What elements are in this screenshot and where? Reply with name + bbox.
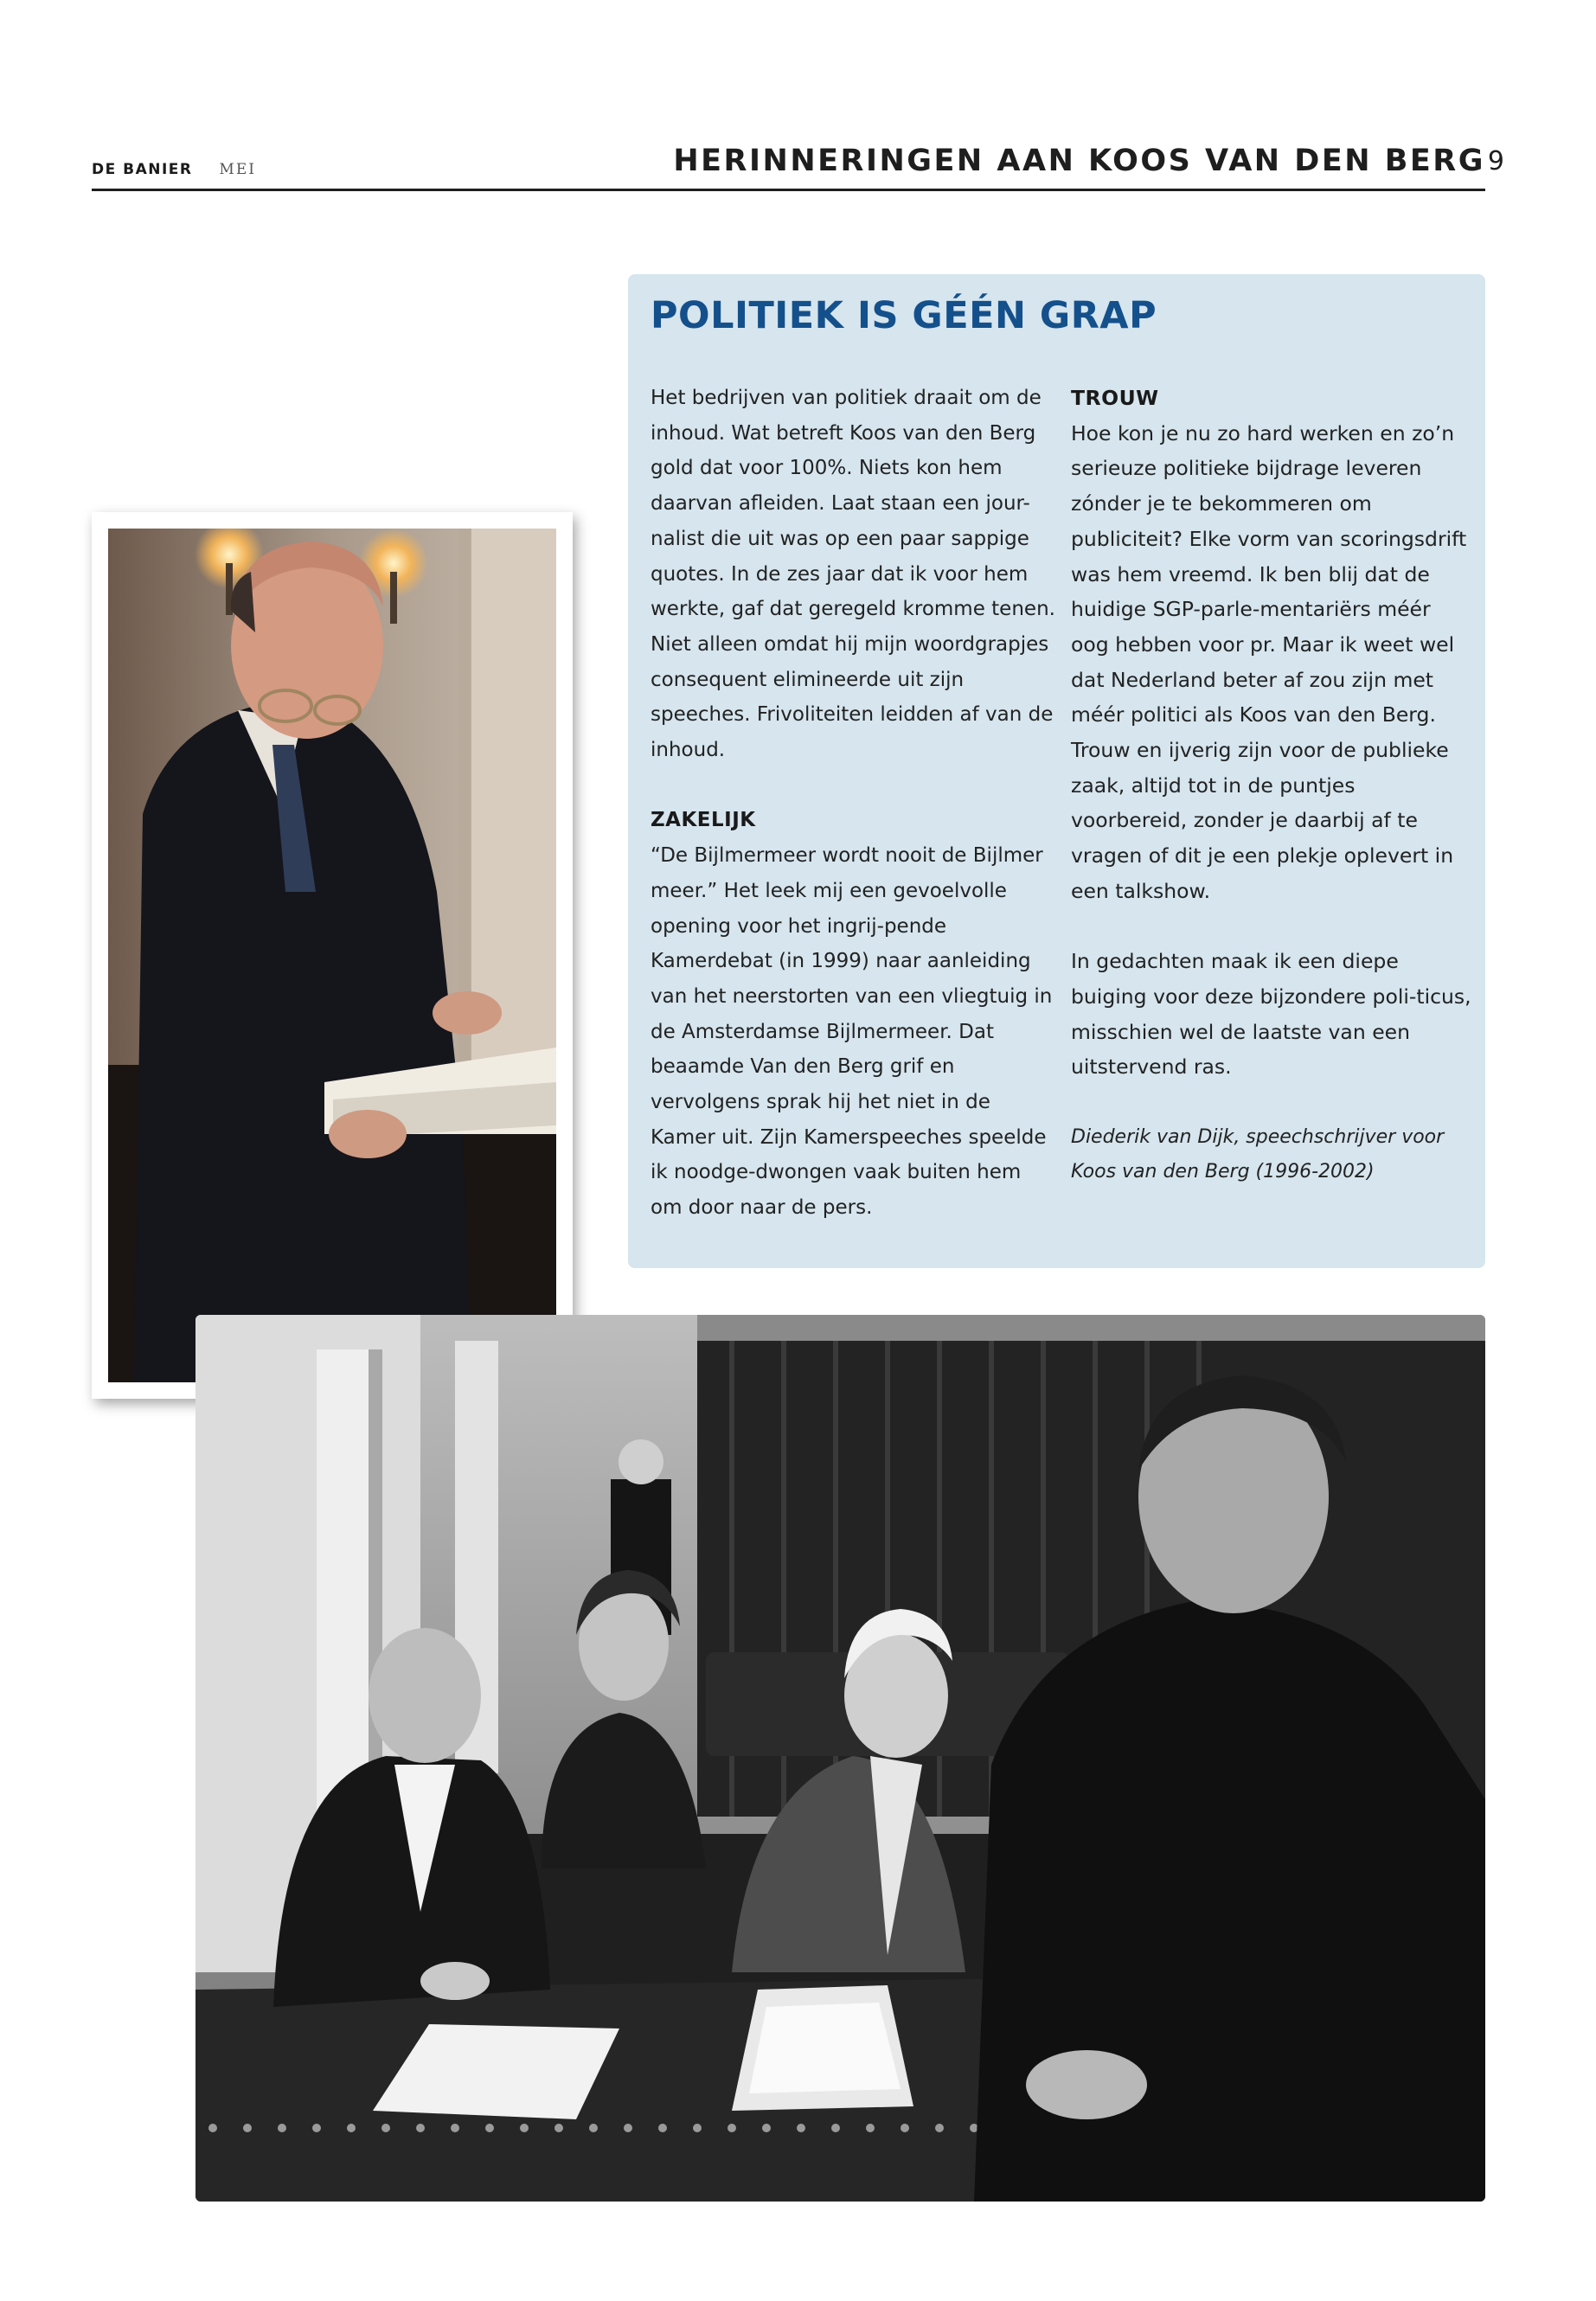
issue-month: MEI: [219, 161, 256, 178]
header-divider: [92, 189, 1485, 191]
page-number: 9: [1487, 146, 1504, 176]
paragraph-spacer: [1071, 1085, 1473, 1120]
author-signature: Diederik van Dijk, speechschrijver voor Koos van den Berg (1996-2002): [1071, 1125, 1445, 1183]
subheading-trouw: TROUW: [1071, 386, 1159, 410]
article-right-column: [1071, 381, 1473, 1190]
paragraph-spacer: [651, 768, 1057, 804]
paragraph-spacer: [1071, 909, 1473, 945]
article-trouw-paragraph: Hoe kon je nu zo hard werken en zo’n serieuze politieke bijdrage leveren zónder je te bekommeren om publiciteit? Elke vorm van scoringsdrift was hem vreemd. Ik ben blij dat de huidige SGP-parle-mentariërs méér oog hebben voor pr. Maar ik weet wel dat Nederland beter af zou zijn met méér politici als Koos van den Berg. Trouw en ijverig zijn voor de publieke zaak, altijd tot in de puntjes voorbereid, zonder je daarbij af te vragen of dit je een plekje oplevert in een talkshow.: [1071, 420, 1467, 903]
article-intro-paragraph: Het bedrijven van politiek draait om de inhoud. Wat betreft Koos van den Berg gold dat voor 100%. Niets kon hem daarvan afleiden. Laat staan een jour-nalist die uit was op een paar sappige quotes. In de zes jaar dat ik voor hem werkte, gaf dat geregeld kromme tenen. Niet alleen omdat hij mijn woordgrapjes consequent elimineerde uit zijn speeches. Frivoliteiten leidden af van de inhoud.: [651, 387, 1055, 762]
article-left-column: [651, 381, 1057, 1226]
article-box: [628, 274, 1485, 1268]
magazine-name: DE BANIER: [92, 161, 193, 178]
portrait-photo-frame: [92, 512, 573, 1399]
article-title: POLITIEK IS GÉÉN GRAP: [651, 294, 1157, 337]
section-title: HERINNERINGEN AAN KOOS VAN DEN BERG: [673, 144, 1485, 178]
subheading-zakelijk: ZAKELIJK: [651, 809, 756, 832]
portrait-photo: [108, 529, 556, 1382]
article-closing-paragraph: In gedachten maak ik een diepe buiging voor deze bijzondere poli-ticus, misschien wel de laatste van een uitstervend ras.: [1071, 949, 1471, 1080]
parliament-photo: [195, 1315, 1485, 2202]
article-zakelijk-paragraph: “De Bijlmermeer wordt nooit de Bijlmer meer.” Het leek mij een gevoelvolle opening voor het ingrij-pende Kamerdebat (in 1999) naar aanleiding van het neerstorten van een vliegtuig in de Amsterdamse Bijlmermeer. Dat beaamde Van den Berg grif en vervolgens sprak hij het niet in de Kamer uit. Zijn Kamerspeeches speelde ik noodge-dwongen vaak buiten hem om door naar de pers.: [651, 844, 1053, 1220]
running-header-left: [92, 161, 256, 178]
